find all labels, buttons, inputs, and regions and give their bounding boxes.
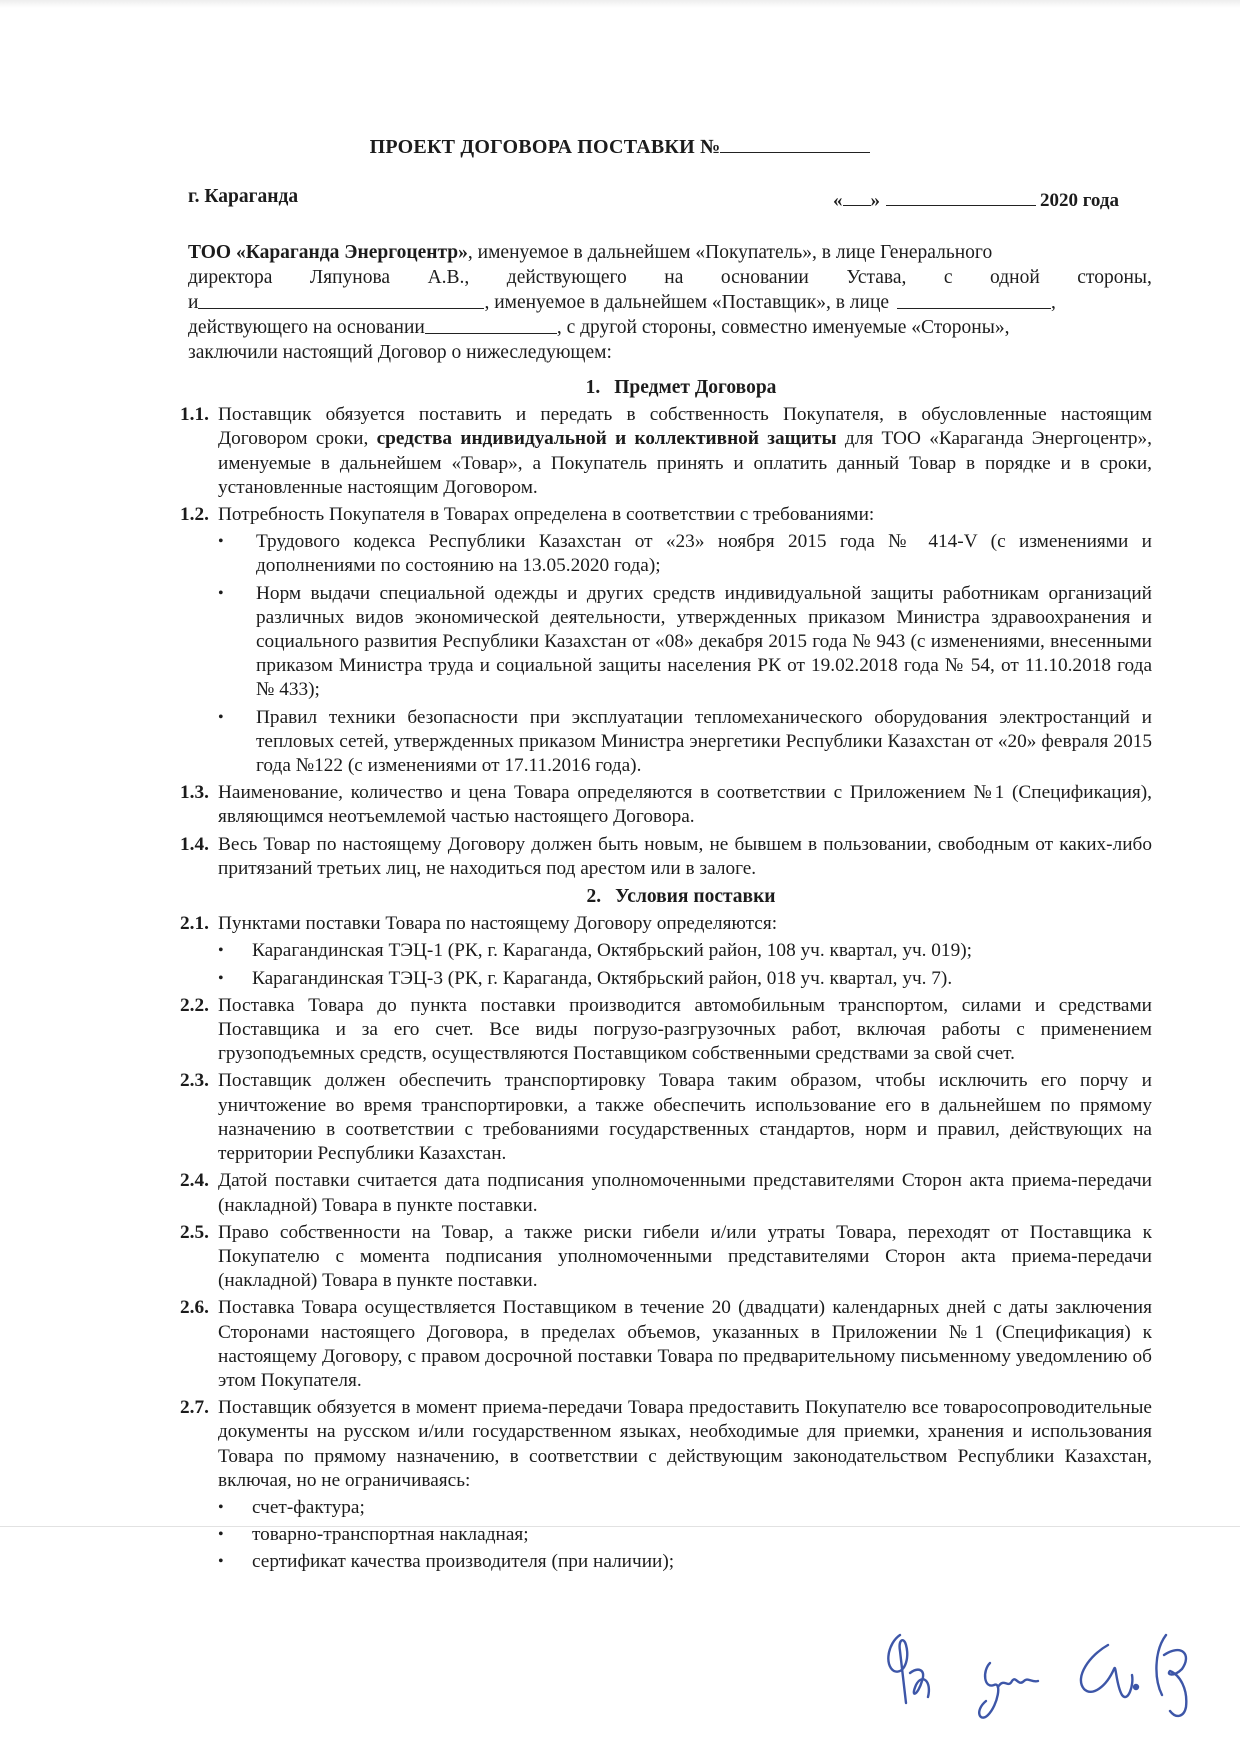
contract-number-blank	[720, 136, 870, 153]
contract-date	[833, 190, 1119, 212]
clause	[180, 1296, 1152, 1393]
supplier-name-blank	[198, 290, 484, 309]
clause-text: Датой поставки считается дата подписания уполномоченными представителями Сторон акта приема-передачи (накладной) Товара в пункте поставки.	[218, 1170, 1152, 1216]
date-quote-open: «	[833, 190, 843, 211]
list-item	[180, 582, 1152, 703]
preamble-word: на	[664, 267, 684, 288]
clause	[180, 1169, 1152, 1217]
clause-number: 2.4.	[180, 1170, 209, 1192]
initial-mark-1	[888, 1635, 907, 1703]
clause-text: Поставщик должен обеспечить транспортировку Товара таким образом, чтобы исключить его порчу и уничтожение во время транспортировки, а также обеспечить использование его в дальнейшем по прямому назначению в соответствии с требованиями государственных стандартов, норм и правил, действующих на территории Республики Казахстан.	[218, 1070, 1152, 1165]
preamble-line-3	[188, 290, 1152, 315]
list-item	[180, 706, 1152, 779]
month-blank	[886, 191, 1036, 206]
document-title	[0, 136, 1240, 159]
clause	[180, 833, 1152, 881]
preamble-text: , именуемое в дальнейшем «Поставщик», в лице	[484, 292, 890, 313]
section-number: 1.	[585, 377, 601, 398]
clause-text: Право собственности на Товар, а также риски гибели и/или утраты Товара, переходят от Поставщика к Покупателю с момента подписания уполномоченными представителями Сторон акта приема-передачи (накладной) Товара в пункте поставки.	[218, 1221, 1152, 1292]
list-item-text: товарно-транспортная накладная;	[252, 1524, 529, 1546]
clause	[180, 1396, 1152, 1493]
preamble-word: одной	[990, 267, 1040, 288]
preamble	[188, 240, 1152, 365]
bullet-icon: •	[218, 533, 224, 551]
goods-description: средства индивидуальной и коллективной защиты	[376, 428, 837, 450]
preamble-word: Устава,	[846, 267, 907, 288]
bullet-icon: •	[218, 1553, 224, 1571]
section-heading	[180, 885, 1152, 909]
clause-number: 1.2.	[180, 504, 209, 526]
preamble-text: заключили настоящий Договор о нижеследующем:	[188, 342, 612, 363]
preamble-text: ,	[1051, 292, 1056, 313]
list-item	[180, 1523, 1152, 1547]
initial-mark-3b	[1156, 1635, 1186, 1716]
clause-text: Весь Товар по настоящему Договору должен быть новым, не бывшем в пользовании, свободным от каких-либо притязаний третьих лиц, не находиться под арестом или в залоге.	[218, 833, 1152, 879]
scan-edge	[0, 0, 1240, 8]
initial-dot	[1134, 1685, 1138, 1689]
section-title: Предмет Договора	[614, 377, 777, 398]
list-item	[180, 1550, 1152, 1574]
bullet-icon: •	[218, 1498, 224, 1516]
preamble-word: директора	[188, 267, 273, 288]
bullet-icon: •	[218, 969, 224, 987]
clause-number: 2.5.	[180, 1221, 209, 1243]
preamble-text: действующего на основании	[188, 317, 425, 338]
contract-city: г. Караганда	[188, 186, 299, 207]
clause-number: 2.3.	[180, 1070, 209, 1092]
preamble-word: А.В.,	[427, 267, 470, 288]
list-item	[180, 939, 1152, 963]
clause	[180, 1069, 1152, 1166]
list-item-text: Норм выдачи специальной одежды и других средств индивидуальной защиты работникам организаций различных видов экономической деятельности, утвержденных приказом Министра здравоохранения и социального развития Республики Казахстан от «08» декабря 2015 года № 943 (с изменениями, внесенными приказом Министра труда и социальной защиты населения РК от 19.02.2018 года № 54, от 11.10.2018 года № 433);	[256, 582, 1152, 701]
clause	[180, 1221, 1152, 1294]
clause-number: 1.3.	[180, 782, 209, 804]
preamble-word: основании	[720, 267, 809, 288]
list-item	[180, 530, 1152, 578]
date-year: 2020 года	[1040, 190, 1119, 211]
preamble-text: и	[188, 292, 199, 313]
contract-body	[180, 376, 1152, 1578]
clause	[180, 912, 1152, 936]
clause	[180, 503, 1152, 527]
preamble-word: с	[943, 267, 953, 288]
clause-text-part: Поставщик обязуется поставить и передать в собственность Покупателя, в обусловленные настоящим Договором сроки,	[218, 404, 1152, 450]
clause-text: Поставка Товара осуществляется Поставщиком в течение 20 (двадцати) календарных дней с даты заключения Сторонами настоящего Договора, в пределах объемов, указанных в Приложении №1 (Спецификация) к настоящему Договору, с правом досрочной поставки Товара по предварительному письменному уведомлению об этом Покупателя.	[218, 1297, 1152, 1391]
preamble-text: , с другой стороны, совместно именуемые «Стороны»,	[556, 317, 1010, 338]
clause-text: Потребность Покупателя в Товарах определена в соответствии с требованиями:	[218, 504, 875, 526]
initial-mark-1b	[910, 1670, 929, 1697]
clause-text-part: для ТОО «Караганда Энергоцентр», именуемые в дальнейшем «Товар», а Покупатель принять и оплатить данный Товар в порядке и в сроки, установленные настоящим Договором.	[218, 428, 1152, 498]
preamble-word: стороны,	[1077, 267, 1152, 288]
clause	[180, 994, 1152, 1067]
list-item-text: Правил техники безопасности при эксплуатации тепломеханического оборудования электростанций и тепловых сетей, утвержденных приказом Министра энергетики Республики Казахстан от «20» февраля 2015 года №122 (с изменениями от 17.11.2016 года).	[256, 706, 1152, 777]
preamble-line-5	[188, 340, 1152, 365]
section-title: Условия поставки	[615, 886, 776, 908]
bullet-icon: •	[218, 708, 224, 726]
clause-text: Поставщик обязуется в момент приема-передачи Товара предоставить Покупателю все товаросопроводительные документы на русском и/или государственном языках, необходимые для приемки, хранения и использования Товара по прямому назначению, в соответствии с действующим законодательством Республики Казахстан, включая, но не ограничиваясь:	[218, 1397, 1152, 1491]
buyer-name: ТОО «Караганда Энергоцентр»	[188, 242, 468, 263]
clause-text: Пунктами поставки Товара по настоящему Договору определяются:	[218, 913, 778, 935]
preamble-text: , именуемое в дальнейшем «Покупатель», в лице Генерального	[467, 242, 993, 263]
handwritten-initials	[870, 1615, 1210, 1730]
clause-number: 2.6.	[180, 1297, 209, 1319]
clause	[180, 403, 1152, 500]
clause-number: 1.1.	[180, 404, 209, 426]
clause-number: 2.7.	[180, 1397, 209, 1419]
supplier-basis-blank	[425, 315, 557, 334]
clause-number: 1.4.	[180, 833, 209, 855]
clause	[180, 781, 1152, 829]
clause-text: Наименование, количество и цена Товара определяются в соответствии с Приложением №1 (Спецификация), являющимся неотъемлемой частью настоящего Договора.	[218, 782, 1152, 828]
list-item-text: сертификат качества производителя (при наличии);	[252, 1551, 675, 1573]
list-item	[180, 1496, 1152, 1520]
day-blank	[843, 191, 871, 206]
preamble-line-1	[188, 240, 1152, 265]
clause-number: 2.2.	[180, 994, 209, 1016]
clause-text	[218, 403, 1152, 500]
initial-mark-2b	[998, 1679, 1038, 1687]
initial-mark-2	[979, 1663, 998, 1718]
bullet-icon: •	[218, 584, 224, 602]
list-item-text: Карагандинская ТЭЦ-3 (РК, г. Караганда, Октябрьский район, 018 уч. квартал, уч. 7).	[252, 967, 953, 989]
date-quote-close: »	[870, 190, 880, 211]
list-item-text: Карагандинская ТЭЦ-1 (РК, г. Караганда, Октябрьский район, 108 уч. квартал, уч. 019);	[252, 940, 972, 962]
bullet-icon: •	[218, 1526, 224, 1544]
list-item-text: Трудового кодекса Республики Казахстан от «23» ноября 2015 года № 414-V (с изменениями и дополнениями по состоянию на 13.05.2020 года);	[256, 531, 1152, 577]
list-item-text: счет-фактура;	[252, 1496, 365, 1518]
list-item	[180, 967, 1152, 991]
supplier-representative-blank	[897, 290, 1051, 309]
preamble-line-4	[188, 315, 1152, 340]
title-text: ПРОЕКТ ДОГОВОРА ПОСТАВКИ №	[369, 136, 721, 158]
section-heading	[180, 376, 1152, 400]
preamble-line-2	[188, 265, 1152, 290]
initial-mark-3	[1081, 1645, 1132, 1697]
clause-text: Поставка Товара до пункта поставки производится автомобильным транспортом, силами и средствами Поставщика и за его счет. Все виды погрузо-разгрузочных работ, включая работы с применением грузоподъемных средств, осуществляются Поставщиком собственными средствами за свой счет.	[218, 994, 1152, 1065]
section-number: 2.	[586, 886, 602, 908]
clause-number: 2.1.	[180, 913, 209, 935]
bullet-icon: •	[218, 942, 224, 960]
preamble-word: Ляпунова	[309, 267, 391, 288]
preamble-word: действующего	[506, 267, 627, 288]
